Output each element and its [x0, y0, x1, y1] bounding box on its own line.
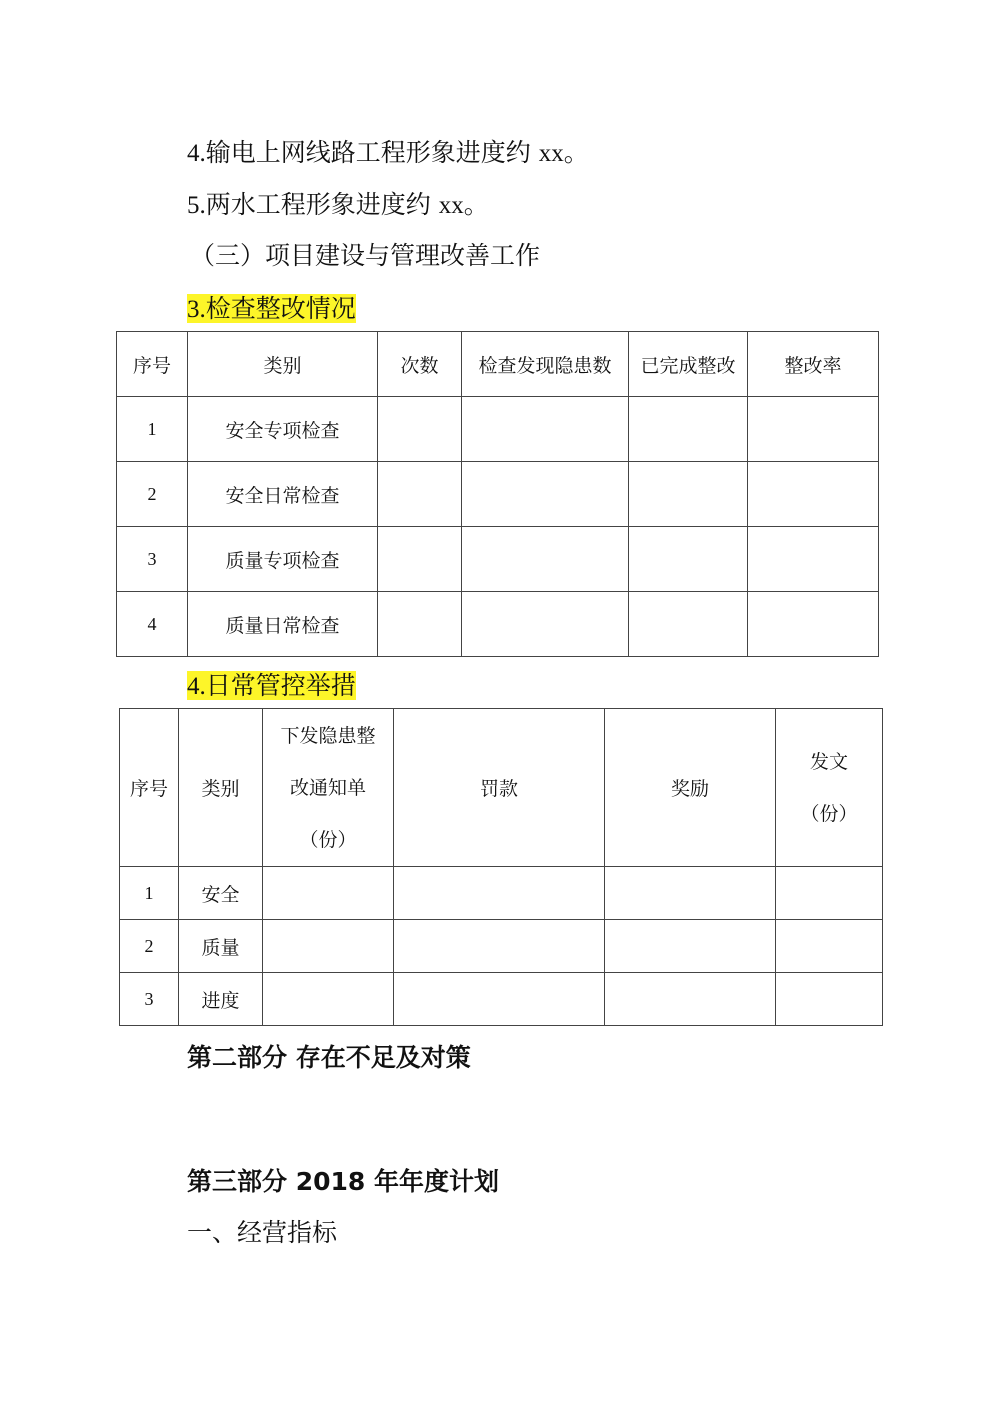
part-two-heading: 第二部分 存在不足及对策 [187, 1043, 471, 1072]
part-three-heading: 第三部分 2018 年年度计划 [187, 1167, 499, 1196]
header-cell: 已完成整改 [629, 332, 748, 397]
table-row: 2 质量 [120, 920, 883, 973]
table-row: 1 安全专项检查 [117, 397, 879, 462]
section-heading-3: （三）项目建设与管理改善工作 [190, 241, 541, 270]
header-cell: 检查发现隐患数 [462, 332, 629, 397]
inspection-table [116, 331, 879, 657]
table-row: 1 安全 [120, 867, 883, 920]
header-cell: 类别 [188, 332, 378, 397]
header-cell: 奖励 [605, 709, 776, 867]
daily-control-heading: 4.日常管控举措 [187, 671, 356, 700]
header-cell: 下发隐患整 改通知单 （份） [263, 709, 394, 867]
progress-item-5: 5.两水工程形象进度约 xx。 [187, 190, 489, 219]
header-cell: 发文 （份） [776, 709, 883, 867]
daily-control-table [119, 708, 883, 1026]
table-row: 3 质量专项检查 [117, 527, 879, 592]
header-cell: 序号 [120, 709, 179, 867]
inspection-heading: 3.检查整改情况 [187, 294, 356, 323]
table-row: 2 安全日常检查 [117, 462, 879, 527]
header-cell: 罚款 [394, 709, 605, 867]
header-cell: 次数 [378, 332, 462, 397]
table-header-row [117, 332, 879, 397]
table-header-row [120, 709, 883, 867]
table-row: 3 进度 [120, 973, 883, 1026]
header-cell: 类别 [179, 709, 263, 867]
header-cell: 整改率 [748, 332, 879, 397]
business-indicators-heading: 一、经营指标 [187, 1218, 338, 1247]
table-row: 4 质量日常检查 [117, 592, 879, 657]
header-cell: 序号 [117, 332, 188, 397]
progress-item-4: 4.输电上网线路工程形象进度约 xx。 [187, 138, 589, 167]
